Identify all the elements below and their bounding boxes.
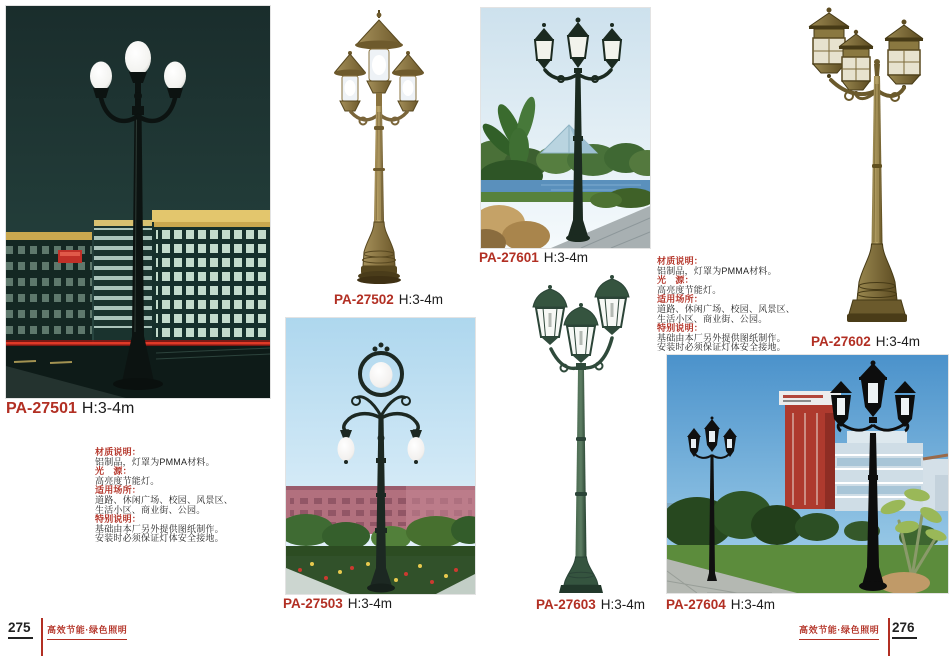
desc-places-line1: 道路、休闲广场、校园、风景区、: [657, 303, 796, 314]
photo-pa-27501: [6, 6, 270, 398]
desc-light-label: 光 源：: [95, 466, 132, 477]
product-height: H:3-4m: [81, 400, 135, 417]
desc-places-line2: 生活小区、商业街、公园。: [657, 313, 768, 324]
product-height: H:3-4m: [398, 292, 444, 307]
product-height: H:3-4m: [730, 597, 776, 612]
desc-special-label: 特别说明：: [95, 514, 142, 525]
product-code: PA-27602: [811, 334, 871, 349]
product-code: PA-27603: [536, 597, 596, 612]
desc-material-text: 铝制品，灯罩为PMMA材料。: [95, 456, 215, 467]
photo-pa-27601: [481, 8, 650, 248]
lamp-illustration-pa-27602: [801, 4, 948, 330]
product-label-pa-27502: [334, 292, 443, 307]
campus-scene-illustration: [667, 355, 948, 593]
desc-special-label: 特别说明：: [657, 323, 704, 334]
lamp-illustration-pa-27502: [333, 8, 425, 289]
product-code: PA-27502: [334, 292, 394, 307]
product-label-pa-27604: [666, 597, 775, 612]
desc-light-label: 光 源：: [657, 275, 694, 286]
product-height: H:3-4m: [543, 250, 589, 265]
desc-places-line2: 生活小区、商业街、公园。: [95, 504, 206, 515]
desc-material-text: 铝制品，灯罩为PMMA材料。: [657, 265, 777, 276]
desc-special-line2: 安装时必须保证灯体安全接地。: [95, 533, 224, 544]
product-code: PA-27503: [283, 596, 343, 611]
product-description-left: [95, 448, 265, 544]
bronze-lantern-lamp: [333, 8, 425, 289]
product-label-pa-27603: [536, 597, 645, 612]
footer-slogan-right: 高效节能·绿色照明: [799, 623, 879, 640]
footer-divider-left: [41, 618, 43, 656]
page-number-right: 276: [892, 620, 917, 639]
desc-special-line1: 基础由本厂另外提供图纸制作。: [657, 332, 786, 343]
product-label-pa-27501: [6, 400, 134, 418]
product-label-pa-27601: [479, 250, 588, 265]
photo-pa-27503: [286, 318, 475, 594]
desc-light-text: 高亮度节能灯。: [657, 284, 722, 295]
product-code: PA-27604: [666, 597, 726, 612]
verdigris-lantern-lamp: [528, 267, 634, 595]
product-height: H:3-4m: [347, 596, 393, 611]
desc-places-line1: 道路、休闲广场、校园、风景区、: [95, 494, 234, 505]
desc-special-line1: 基础由本厂另外提供图纸制作。: [95, 523, 224, 534]
product-code: PA-27501: [6, 400, 77, 417]
desc-places-label: 适用场所：: [657, 294, 704, 305]
product-label-pa-27602: [811, 334, 920, 349]
footer-slogan-left: 高效节能·绿色照明: [47, 623, 127, 640]
photo-pa-27604: [667, 355, 948, 593]
desc-light-text: 高亮度节能灯。: [95, 475, 160, 486]
product-label-pa-27503: [283, 596, 392, 611]
desc-places-label: 适用场所：: [95, 485, 142, 496]
garden-scene-illustration: [286, 318, 475, 594]
footer-divider-right: [888, 618, 890, 656]
product-height: H:3-4m: [875, 334, 921, 349]
antique-gold-lantern-lamp: [801, 4, 948, 330]
desc-material-label: 材质说明：: [657, 256, 704, 266]
product-height: H:3-4m: [600, 597, 646, 612]
product-code: PA-27601: [479, 250, 539, 265]
lamp-illustration-pa-27603: [528, 267, 634, 595]
desc-material-label: 材质说明：: [95, 447, 142, 457]
desc-special-line2: 安装时必须保证灯体安全接地。: [657, 342, 786, 353]
night-scene-illustration: [6, 6, 270, 398]
park-scene-illustration: [481, 8, 650, 248]
page-number-left: 275: [8, 620, 33, 639]
